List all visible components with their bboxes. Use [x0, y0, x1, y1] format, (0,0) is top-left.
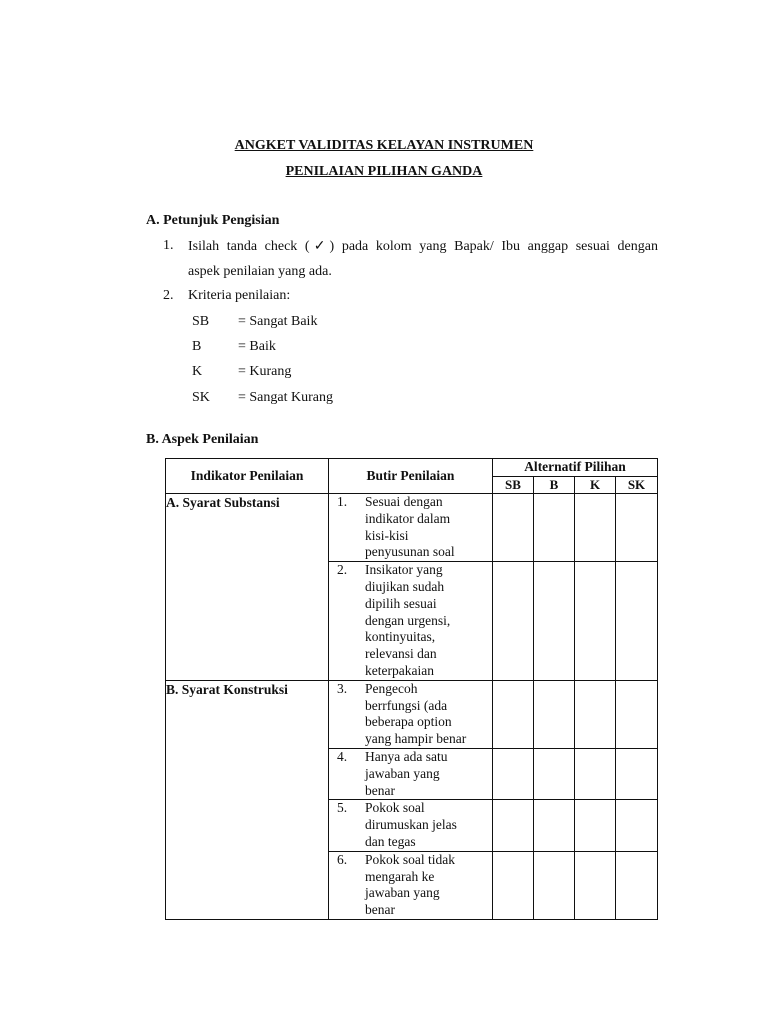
- assessment-table: [165, 458, 658, 920]
- butir-cell: [329, 748, 493, 799]
- table-body: [166, 494, 658, 920]
- checkbox-cell-sb[interactable]: [493, 494, 534, 562]
- butir-text-line: relevansi dan: [365, 646, 437, 662]
- butir-text-line: yang hampir benar: [365, 731, 467, 747]
- header-option-sk: SK: [616, 476, 658, 494]
- checkbox-cell-k[interactable]: [575, 680, 616, 748]
- criteria-definition: = Sangat Baik: [238, 314, 318, 329]
- section-b-heading: B. Aspek Penilaian: [146, 432, 259, 447]
- butir-text-line: keterpakaian: [365, 662, 434, 678]
- butir-text-line: berrfungsi (ada: [365, 697, 448, 713]
- butir-text-line: Hanya ada satu: [365, 748, 448, 764]
- checkbox-cell-b[interactable]: [534, 748, 575, 799]
- butir-text-line: benar: [365, 782, 395, 798]
- butir-text: [365, 681, 492, 748]
- header-alternatif: Alternatif Pilihan: [493, 459, 658, 477]
- checkbox-cell-k[interactable]: [575, 494, 616, 562]
- butir-number: 5.: [337, 800, 348, 816]
- criteria-code: K: [192, 364, 203, 379]
- butir-text-line: kisi-kisi: [365, 527, 409, 543]
- butir-text-line: beberapa option: [365, 714, 452, 730]
- butir-text-line: Sesuai dengan: [365, 494, 443, 509]
- checkbox-cell-sk[interactable]: [616, 748, 658, 799]
- header-option-b: B: [534, 476, 575, 494]
- checkbox-cell-sk[interactable]: [616, 494, 658, 562]
- checkbox-cell-k[interactable]: [575, 800, 616, 851]
- butir-text-line: Pengecoh: [365, 680, 418, 696]
- criteria-definition: = Kurang: [238, 364, 292, 379]
- butir-text-line: jawaban yang: [365, 765, 440, 781]
- checkbox-cell-sk[interactable]: [616, 800, 658, 851]
- butir-cell: [329, 562, 493, 681]
- butir-text-line: dan tegas: [365, 833, 416, 849]
- table-row: [166, 494, 658, 562]
- checkbox-cell-sb[interactable]: [493, 851, 534, 919]
- butir-text-line: diujikan sudah: [365, 578, 445, 594]
- table-row: [166, 680, 658, 748]
- butir-text: [365, 852, 492, 919]
- butir-text: [365, 749, 492, 799]
- checkbox-cell-sb[interactable]: [493, 680, 534, 748]
- instruction-2-text: Kriteria penilaian:: [188, 288, 291, 303]
- checkbox-cell-k[interactable]: [575, 562, 616, 681]
- butir-text: [365, 562, 492, 680]
- document-title-line-2: PENILAIAN PILIHAN GANDA: [285, 164, 483, 179]
- checkbox-cell-b[interactable]: [534, 851, 575, 919]
- instruction-2-number: 2.: [163, 288, 174, 303]
- butir-text-line: dirumuskan jelas: [365, 817, 457, 833]
- butir-text-line: penyusunan soal: [365, 544, 455, 560]
- checkbox-cell-b[interactable]: [534, 494, 575, 562]
- butir-number: 1.: [337, 494, 348, 509]
- butir-text: [365, 800, 492, 850]
- header-indikator: Indikator Penilaian: [166, 459, 329, 494]
- criteria-code: B: [192, 339, 202, 354]
- indikator-cell: A. Syarat Substansi: [166, 494, 329, 681]
- criteria-definition: = Baik: [238, 339, 276, 354]
- checkbox-cell-b[interactable]: [534, 680, 575, 748]
- header-butir: Butir Penilaian: [329, 459, 493, 494]
- checkbox-cell-k[interactable]: [575, 748, 616, 799]
- butir-text-line: jawaban yang: [365, 885, 440, 901]
- butir-text-line: dengan urgensi,: [365, 612, 451, 628]
- butir-text-line: Insikator yang: [365, 562, 443, 578]
- checkbox-cell-sb[interactable]: [493, 562, 534, 681]
- section-a-heading: A. Petunjuk Pengisian: [146, 213, 280, 228]
- butir-cell: [329, 800, 493, 851]
- checkbox-cell-k[interactable]: [575, 851, 616, 919]
- instruction-1-number: 1.: [163, 238, 174, 253]
- butir-number: 3.: [337, 680, 348, 696]
- butir-cell: [329, 494, 493, 562]
- criteria-code: SK: [192, 390, 210, 405]
- butir-number: 6.: [337, 851, 348, 867]
- butir-text-line: kontinyuitas,: [365, 629, 436, 645]
- butir-number: 4.: [337, 748, 348, 764]
- criteria-code: SB: [192, 314, 210, 329]
- butir-number: 2.: [337, 562, 348, 578]
- butir-cell: [329, 851, 493, 919]
- butir-text-line: dipilih sesuai: [365, 595, 437, 611]
- criteria-definition: = Sangat Kurang: [238, 390, 333, 405]
- checkbox-cell-sk[interactable]: [616, 851, 658, 919]
- instruction-1-text-line-2: aspek penilaian yang ada.: [188, 264, 332, 279]
- checkbox-cell-sb[interactable]: [493, 800, 534, 851]
- butir-text-line: mengarah ke: [365, 868, 435, 884]
- checkbox-cell-b[interactable]: [534, 562, 575, 681]
- butir-text: [365, 494, 492, 561]
- header-option-k: K: [575, 476, 616, 494]
- butir-text-line: Pokok soal: [365, 800, 425, 816]
- butir-cell: [329, 680, 493, 748]
- instruction-1-text-line-1: Isilah tanda check (✓) pada kolom yang Bapak/ Ibu anggap sesuai dengan: [188, 239, 658, 254]
- checkbox-cell-sk[interactable]: [616, 562, 658, 681]
- butir-text-line: benar: [365, 902, 395, 918]
- checkbox-cell-b[interactable]: [534, 800, 575, 851]
- checkbox-cell-sk[interactable]: [616, 680, 658, 748]
- indikator-cell: B. Syarat Konstruksi: [166, 680, 329, 919]
- header-option-sb: SB: [493, 476, 534, 494]
- butir-text-line: Pokok soal tidak: [365, 851, 455, 867]
- document-title-line-1: ANGKET VALIDITAS KELAYAN INSTRUMEN: [234, 138, 534, 153]
- checkbox-cell-sb[interactable]: [493, 748, 534, 799]
- butir-text-line: indikator dalam: [365, 510, 451, 526]
